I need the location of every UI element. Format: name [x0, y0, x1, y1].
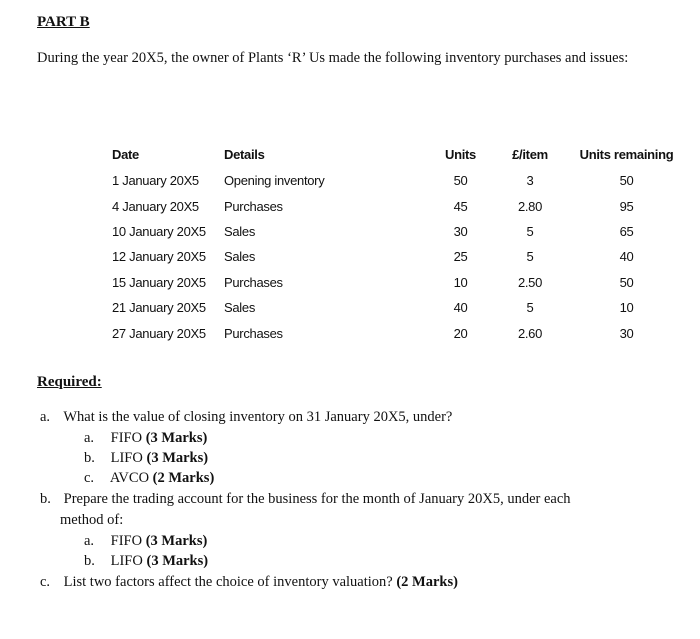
- sub-label: a.: [84, 430, 95, 446]
- cell-date: 10 January 20X5: [112, 223, 206, 239]
- question-c-label: c.: [40, 574, 51, 590]
- question-b-sub-a: [84, 531, 207, 551]
- cell-price: 5: [526, 249, 534, 265]
- sub-label: b.: [84, 553, 95, 569]
- question-b: [40, 489, 571, 509]
- cell-units: 25: [453, 249, 468, 265]
- cell-remaining: 30: [619, 325, 634, 341]
- cell-date: 1 January 20X5: [112, 173, 199, 189]
- cell-details: Purchases: [224, 198, 283, 214]
- cell-date: 27 January 20X5: [112, 325, 206, 341]
- question-b-sub-b: [84, 551, 208, 571]
- table-row: [106, 270, 680, 295]
- question-a-sub-c: [84, 468, 214, 488]
- cell-details: Opening inventory: [224, 173, 325, 189]
- sub-text: FIFO: [110, 533, 143, 549]
- cell-units: 45: [453, 198, 468, 214]
- cell-units: 20: [453, 325, 468, 341]
- cell-details: Purchases: [224, 325, 283, 341]
- col-header-details: Details: [224, 147, 265, 162]
- question-b-label: b.: [40, 491, 51, 507]
- section-heading: PART B: [37, 14, 90, 30]
- cell-price: 5: [526, 223, 534, 239]
- cell-units: 30: [453, 223, 468, 239]
- col-header-units-remaining: Units remaining: [579, 147, 674, 162]
- question-a-label: a.: [40, 409, 51, 425]
- cell-date: 12 January 20X5: [112, 249, 206, 265]
- sub-text: FIFO: [110, 430, 143, 446]
- marks: (3 Marks): [145, 533, 208, 549]
- cell-remaining: 40: [619, 249, 634, 265]
- sub-text: LIFO: [110, 450, 143, 466]
- col-header-price-per-item: £/item: [512, 147, 548, 162]
- question-c: [40, 572, 458, 592]
- table-row: [106, 168, 680, 193]
- cell-price: 2.50: [517, 274, 543, 290]
- marks: (3 Marks): [146, 450, 209, 466]
- sub-label: c.: [84, 470, 95, 486]
- table-row: [106, 244, 680, 269]
- table-row: [106, 320, 680, 345]
- sub-text: AVCO: [109, 470, 150, 486]
- sub-text: LIFO: [110, 553, 143, 569]
- question-a-sub-b: [84, 448, 208, 468]
- marks: (2 Marks): [152, 470, 215, 486]
- cell-price: 2.80: [517, 198, 543, 214]
- question-a-text: What is the value of closing inventory on 31 January 20X5, under?: [63, 409, 453, 425]
- cell-remaining: 95: [619, 198, 634, 214]
- cell-units: 50: [453, 173, 468, 189]
- cell-remaining: 65: [619, 223, 634, 239]
- question-a: [40, 407, 452, 427]
- cell-details: Sales: [224, 249, 256, 265]
- cell-date: 15 January 20X5: [112, 274, 206, 290]
- cell-details: Sales: [224, 223, 256, 239]
- marks: (3 Marks): [145, 430, 208, 446]
- cell-units: 40: [453, 300, 468, 316]
- marks: (2 Marks): [396, 574, 458, 590]
- table-header-row: [106, 141, 680, 168]
- table-row: [106, 219, 680, 244]
- sub-label: b.: [84, 450, 95, 466]
- sub-label: a.: [84, 533, 95, 549]
- inventory-table: [106, 141, 680, 346]
- question-b-text-line1: Prepare the trading account for the business for the month of January 20X5, under each: [63, 491, 571, 507]
- cell-price: 3: [526, 173, 534, 189]
- required-heading: Required:: [37, 374, 102, 390]
- cell-details: Sales: [224, 300, 256, 316]
- cell-units: 10: [453, 274, 468, 290]
- cell-price: 5: [526, 300, 534, 316]
- cell-price: 2.60: [517, 325, 543, 341]
- cell-date: 4 January 20X5: [112, 198, 199, 214]
- question-a-sub-a: [84, 428, 207, 448]
- cell-date: 21 January 20X5: [112, 300, 206, 316]
- cell-details: Purchases: [224, 274, 283, 290]
- intro-paragraph: During the year 20X5, the owner of Plants ‘R’ Us made the following inventory purchases and issues:: [37, 50, 629, 66]
- marks: (3 Marks): [146, 553, 209, 569]
- cell-remaining: 10: [619, 300, 634, 316]
- question-c-text: List two factors affect the choice of inventory valuation?: [63, 574, 393, 590]
- question-b-line2: method of:: [60, 512, 124, 528]
- cell-remaining: 50: [619, 173, 634, 189]
- table-row: [106, 193, 680, 218]
- col-header-units: Units: [444, 147, 476, 162]
- cell-remaining: 50: [619, 274, 634, 290]
- col-header-date: Date: [112, 147, 139, 162]
- table-row: [106, 295, 680, 320]
